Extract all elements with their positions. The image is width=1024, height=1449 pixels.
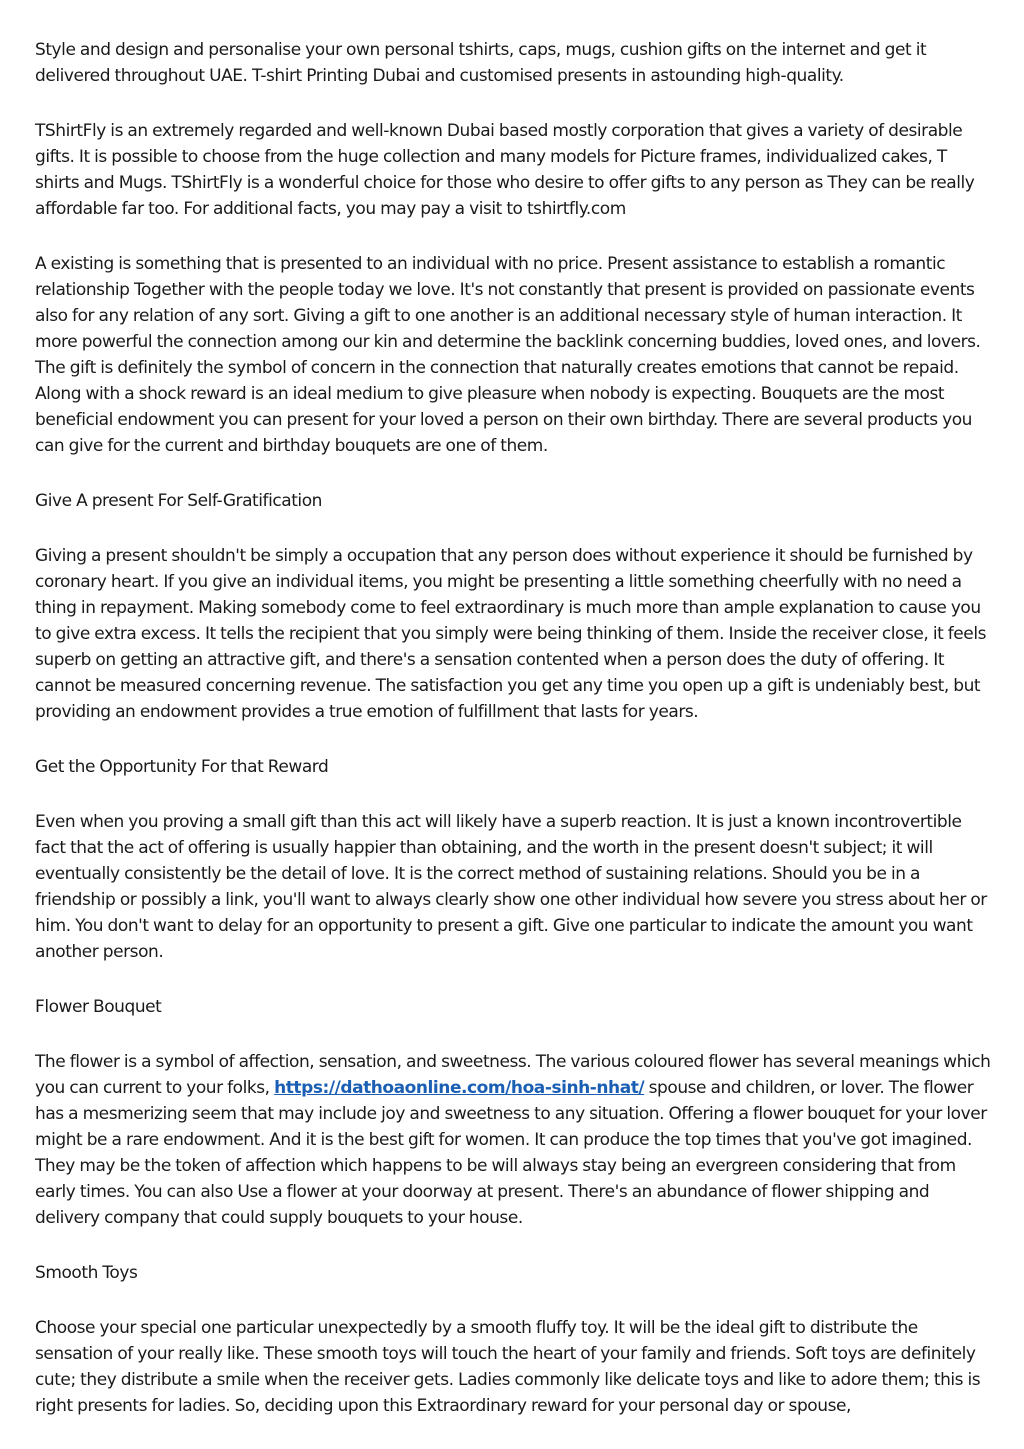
heading-flower-bouquet: Flower Bouquet xyxy=(35,997,162,1017)
paragraph-flower-text-after: spouse and children, or lover. The flower has a mesmerizing seem that may include joy and sweetness to any situation. Offering a flower bouquet for your lover might be a rare endowment. And it is the best gift for women. It can produce the top times that you've got imagined. They may be the token of affection which happens to be will always stay being an evergreen considering that from early times. You can also Use a flower at your doorway at present. There's an abundance of flower shipping and delivery company that could supply bouquets to your house. xyxy=(35,1078,987,1228)
paragraph-flower xyxy=(35,1049,994,1231)
dathoaonline-link[interactable]: https://dathoaonline.com/hoa-sinh-nhat/ xyxy=(274,1078,645,1098)
heading-self-gratification: Give A present For Self-Gratification xyxy=(35,491,322,511)
paragraph-toys: Choose your special one particular unexpectedly by a smooth fluffy toy. It will be the ideal gift to distribute the sensation of your really like. These smooth toys will touch the heart of your family and friends. Soft toys are definitely cute; they distribute a smile when the receiver gets. Ladies commonly like delicate toys and like to adore them; this is right presents for ladies. So, deciding upon this Extraordinary reward for your personal day or spouse, xyxy=(35,1318,981,1416)
paragraph-intro: Style and design and personalise your own personal tshirts, caps, mugs, cushion gifts on the internet and get it delivered throughout UAE. T-shirt Printing Dubai and customised presents in astounding high-quality. xyxy=(35,40,927,86)
paragraph-existing: A existing is something that is presented to an individual with no price. Present assistance to establish a romantic relationship Together with the people today we love. It's not constantly that present is provided on passionate events also for any relation of any sort. Giving a gift to one another is an additional necessary style of human interaction. It more powerful the connection among our kin and determine the backlink concerning buddies, loved ones, and lovers. The gift is definitely the symbol of concern in the connection that naturally creates emotions that cannot be repaid. Along with a shock reward is an ideal medium to give pleasure when nobody is expecting. Bouquets are the most beneficial endowment you can present for your loved a person on their own birthday. There are several products you can give for the current and birthday bouquets are one of them. xyxy=(35,254,981,456)
paragraph-small-gift: Even when you proving a small gift than this act will likely have a superb reaction. It is just a known incontrovertible fact that the act of offering is usually happier than obtaining, and the worth in the present doesn't subject; it will eventually consistently be the detail of love. It is the correct method of sustaining relations. Should you be in a friendship or possibly a link, you'll want to always clearly show one other individual how severe you stress about her or him. You don't want to delay for an opportunity to present a gift. Give one particular to indicate the amount you want another person. xyxy=(35,812,987,962)
paragraph-giving-present: Giving a present shouldn't be simply a occupation that any person does without experience it should be furnished by coronary heart. If you give an individual items, you might be presenting a little something cheerfully with no need a thing in repayment. Making somebody come to feel extraordinary is much more than ample explanation to cause you to give extra excess. It tells the recipient that you simply were being thinking of them. Inside the receiver close, it feels superb on getting an attractive gift, and there's a sensation contented when a person does the duty of offering. It cannot be measured concerning revenue. The satisfaction you get any time you open up a gift is undeniably best, but providing an endowment provides a true emotion of fulfillment that lasts for years. xyxy=(35,546,986,722)
heading-opportunity: Get the Opportunity For that Reward xyxy=(35,757,329,777)
heading-smooth-toys: Smooth Toys xyxy=(35,1263,138,1283)
paragraph-tshirtfly: TShirtFly is an extremely regarded and well-known Dubai based mostly corporation that gives a variety of desirable gifts. It is possible to choose from the huge collection and many models for Picture frames, individualized cakes, T shirts and Mugs. TShirtFly is a wonderful choice for those who desire to offer gifts to any person as They can be really affordable far too. For additional facts, you may pay a visit to tshirtfly.com xyxy=(35,121,975,219)
paragraph-flower-text-before: The flower is a symbol of affection, sensation, and sweetness. The various coloured flower has several meanings which you can current to your folks, xyxy=(35,1052,991,1098)
